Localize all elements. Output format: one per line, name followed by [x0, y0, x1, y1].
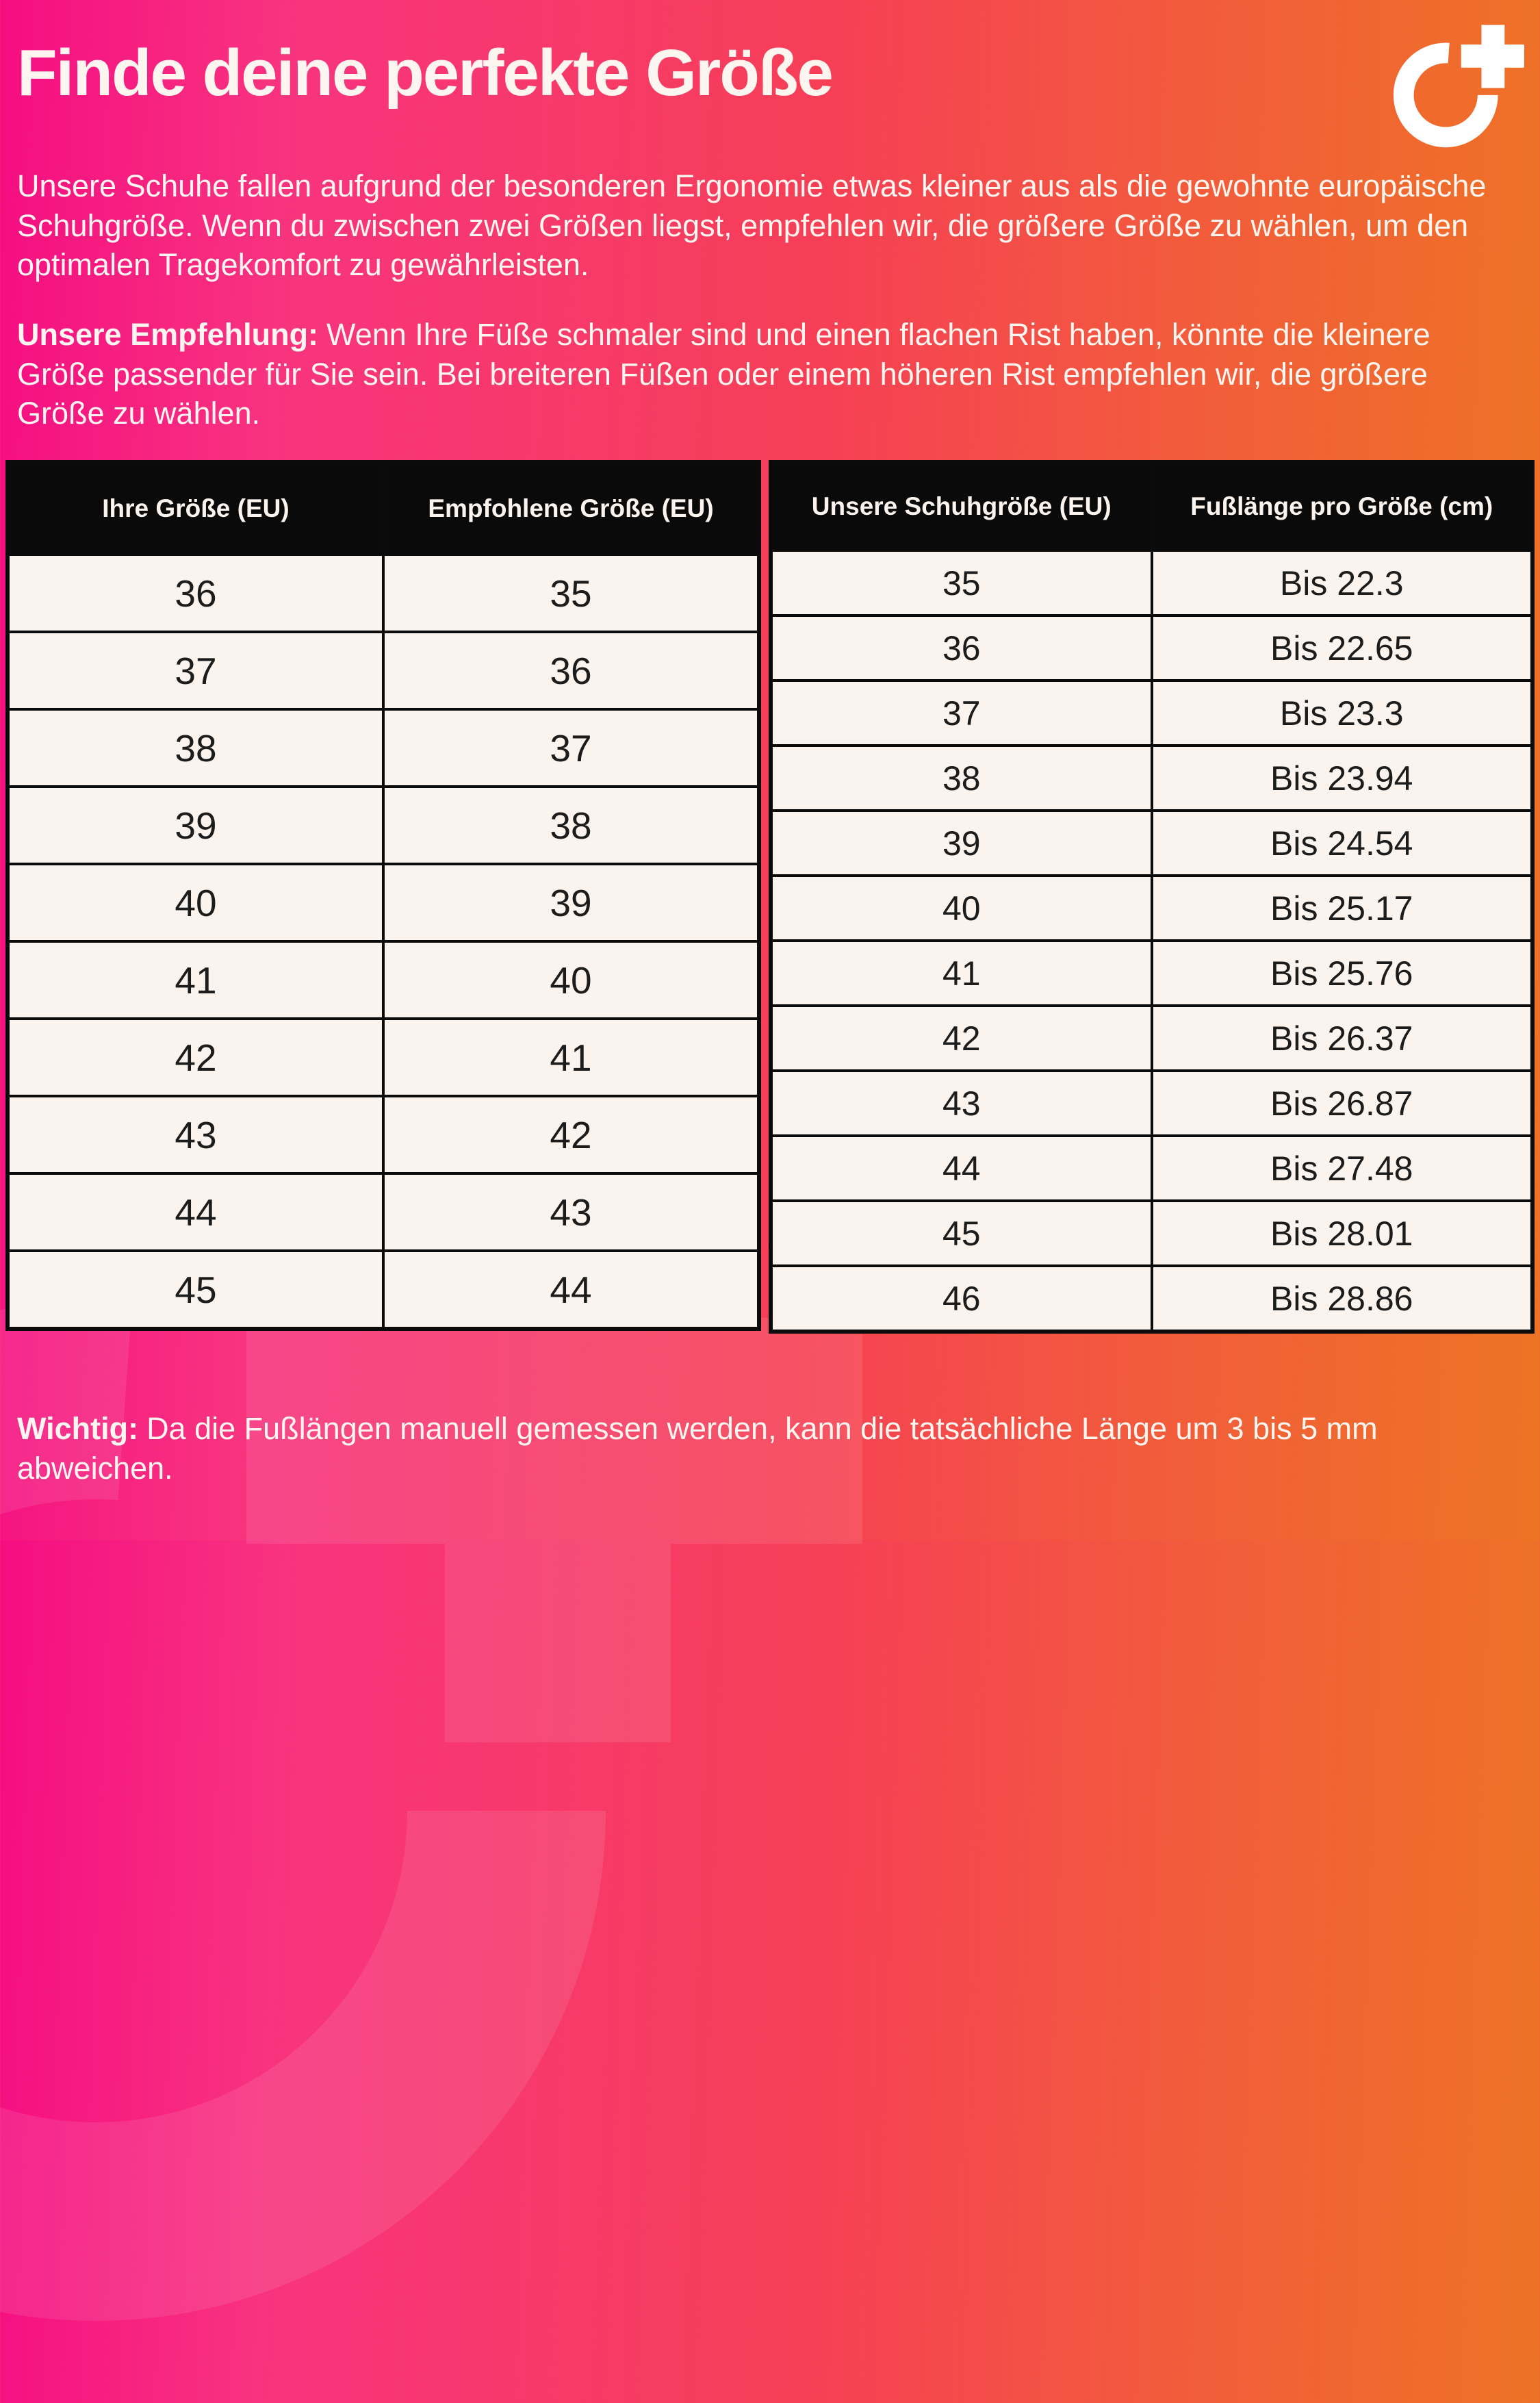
column-header-our-shoe-size: Unsere Schuhgröße (EU)	[771, 462, 1152, 550]
foot-length-table-head	[771, 462, 1532, 550]
table-cell: 45	[771, 1201, 1152, 1266]
table-row	[771, 1201, 1532, 1266]
table-row	[8, 1096, 759, 1173]
table-row	[771, 1136, 1532, 1201]
table-cell: Bis 28.86	[1152, 1266, 1533, 1332]
table-row	[8, 941, 759, 1019]
table-cell: 38	[8, 709, 383, 787]
table-cell: 42	[383, 1096, 759, 1173]
table-cell: 39	[8, 787, 383, 864]
important-note-label: Wichtig:	[17, 1411, 139, 1446]
table-cell: Bis 25.76	[1152, 941, 1533, 1006]
table-row	[771, 615, 1532, 681]
table-cell: Bis 27.48	[1152, 1136, 1533, 1201]
table-cell: Bis 25.17	[1152, 876, 1533, 941]
table-cell: 37	[8, 632, 383, 709]
brand-o-plus-logo	[1384, 21, 1524, 151]
recommendation-text: Wenn Ihre Füße schmaler sind und einen flachen Rist haben, könnte die kleinere Größe passender für Sie sein. Bei breiteren Füßen oder einem höheren Rist empfehlen wir, die größere Größe zu wählen.	[17, 317, 1430, 431]
table-row	[8, 555, 759, 632]
important-note-text: Da die Fußlängen manuell gemessen werden, kann die tatsächliche Länge um 3 bis 5 mm abweichen.	[17, 1411, 1378, 1486]
table-row	[771, 746, 1532, 811]
table-cell: 41	[771, 941, 1152, 1006]
table-cell: 44	[8, 1173, 383, 1251]
table-cell: 35	[383, 555, 759, 632]
table-cell: 36	[8, 555, 383, 632]
size-recommendation-table-head	[8, 462, 759, 555]
table-cell: Bis 28.01	[1152, 1201, 1533, 1266]
table-row	[8, 787, 759, 864]
table-cell: 43	[383, 1173, 759, 1251]
table-cell: 41	[8, 941, 383, 1019]
table-row	[8, 1173, 759, 1251]
table-cell: 37	[771, 681, 1152, 746]
table-cell: 38	[383, 787, 759, 864]
table-cell: 40	[383, 941, 759, 1019]
table-row	[771, 941, 1532, 1006]
table-cell: 42	[8, 1019, 383, 1096]
table-row	[8, 1019, 759, 1096]
table-cell: Bis 26.87	[1152, 1071, 1533, 1136]
table-row	[771, 1071, 1532, 1136]
table-cell: 38	[771, 746, 1152, 811]
table-row	[8, 709, 759, 787]
recommendation-paragraph	[17, 315, 1509, 433]
table-cell: 39	[771, 811, 1152, 876]
table-cell: 36	[383, 632, 759, 709]
size-recommendation-table-body	[8, 555, 759, 1329]
table-cell: 36	[771, 615, 1152, 681]
intro-paragraph	[17, 166, 1509, 285]
intro-text: Unsere Schuhe fallen aufgrund der besonderen Ergonomie etwas kleiner aus als die gewohnte europäische Schuhgröße. Wenn du zwischen zwei Größen liegst, empfehlen wir, die größere Größe zu wählen, um den optimalen Tragekomfort zu gewährleisten.	[17, 168, 1487, 283]
table-cell: Bis 26.37	[1152, 1006, 1533, 1071]
size-recommendation-table	[5, 460, 761, 1331]
table-row	[771, 876, 1532, 941]
table-cell: Bis 22.3	[1152, 550, 1533, 615]
table-cell: 43	[8, 1096, 383, 1173]
column-header-your-size: Ihre Größe (EU)	[8, 462, 383, 555]
table-row	[771, 681, 1532, 746]
table-row	[771, 550, 1532, 615]
table-row	[771, 811, 1532, 876]
table-header-row	[771, 462, 1532, 550]
column-header-foot-length: Fußlänge pro Größe (cm)	[1152, 462, 1533, 550]
table-cell: Bis 24.54	[1152, 811, 1533, 876]
table-cell: 46	[771, 1266, 1152, 1332]
foot-length-table-body	[771, 550, 1532, 1332]
logo-plus-horizontal	[1461, 44, 1524, 68]
page-title: Finde deine perfekte Größe	[17, 36, 832, 110]
foot-length-table	[769, 460, 1535, 1334]
table-cell: Bis 23.3	[1152, 681, 1533, 746]
table-header-row	[8, 462, 759, 555]
table-cell: 41	[383, 1019, 759, 1096]
table-cell: 39	[383, 864, 759, 941]
table-cell: 44	[383, 1251, 759, 1329]
table-cell: 44	[771, 1136, 1152, 1201]
table-row	[8, 1251, 759, 1329]
recommendation-label: Unsere Empfehlung:	[17, 317, 319, 352]
table-cell: 37	[383, 709, 759, 787]
column-header-recommended-size: Empfohlene Größe (EU)	[383, 462, 759, 555]
table-row	[771, 1006, 1532, 1071]
table-cell: 43	[771, 1071, 1152, 1136]
table-cell: 35	[771, 550, 1152, 615]
table-cell: Bis 22.65	[1152, 615, 1533, 681]
table-cell: 40	[771, 876, 1152, 941]
table-row	[8, 632, 759, 709]
table-row	[771, 1266, 1532, 1332]
table-cell: 42	[771, 1006, 1152, 1071]
table-cell: 40	[8, 864, 383, 941]
table-cell: 45	[8, 1251, 383, 1329]
table-cell: Bis 23.94	[1152, 746, 1533, 811]
important-note	[17, 1409, 1526, 1488]
table-row	[8, 864, 759, 941]
